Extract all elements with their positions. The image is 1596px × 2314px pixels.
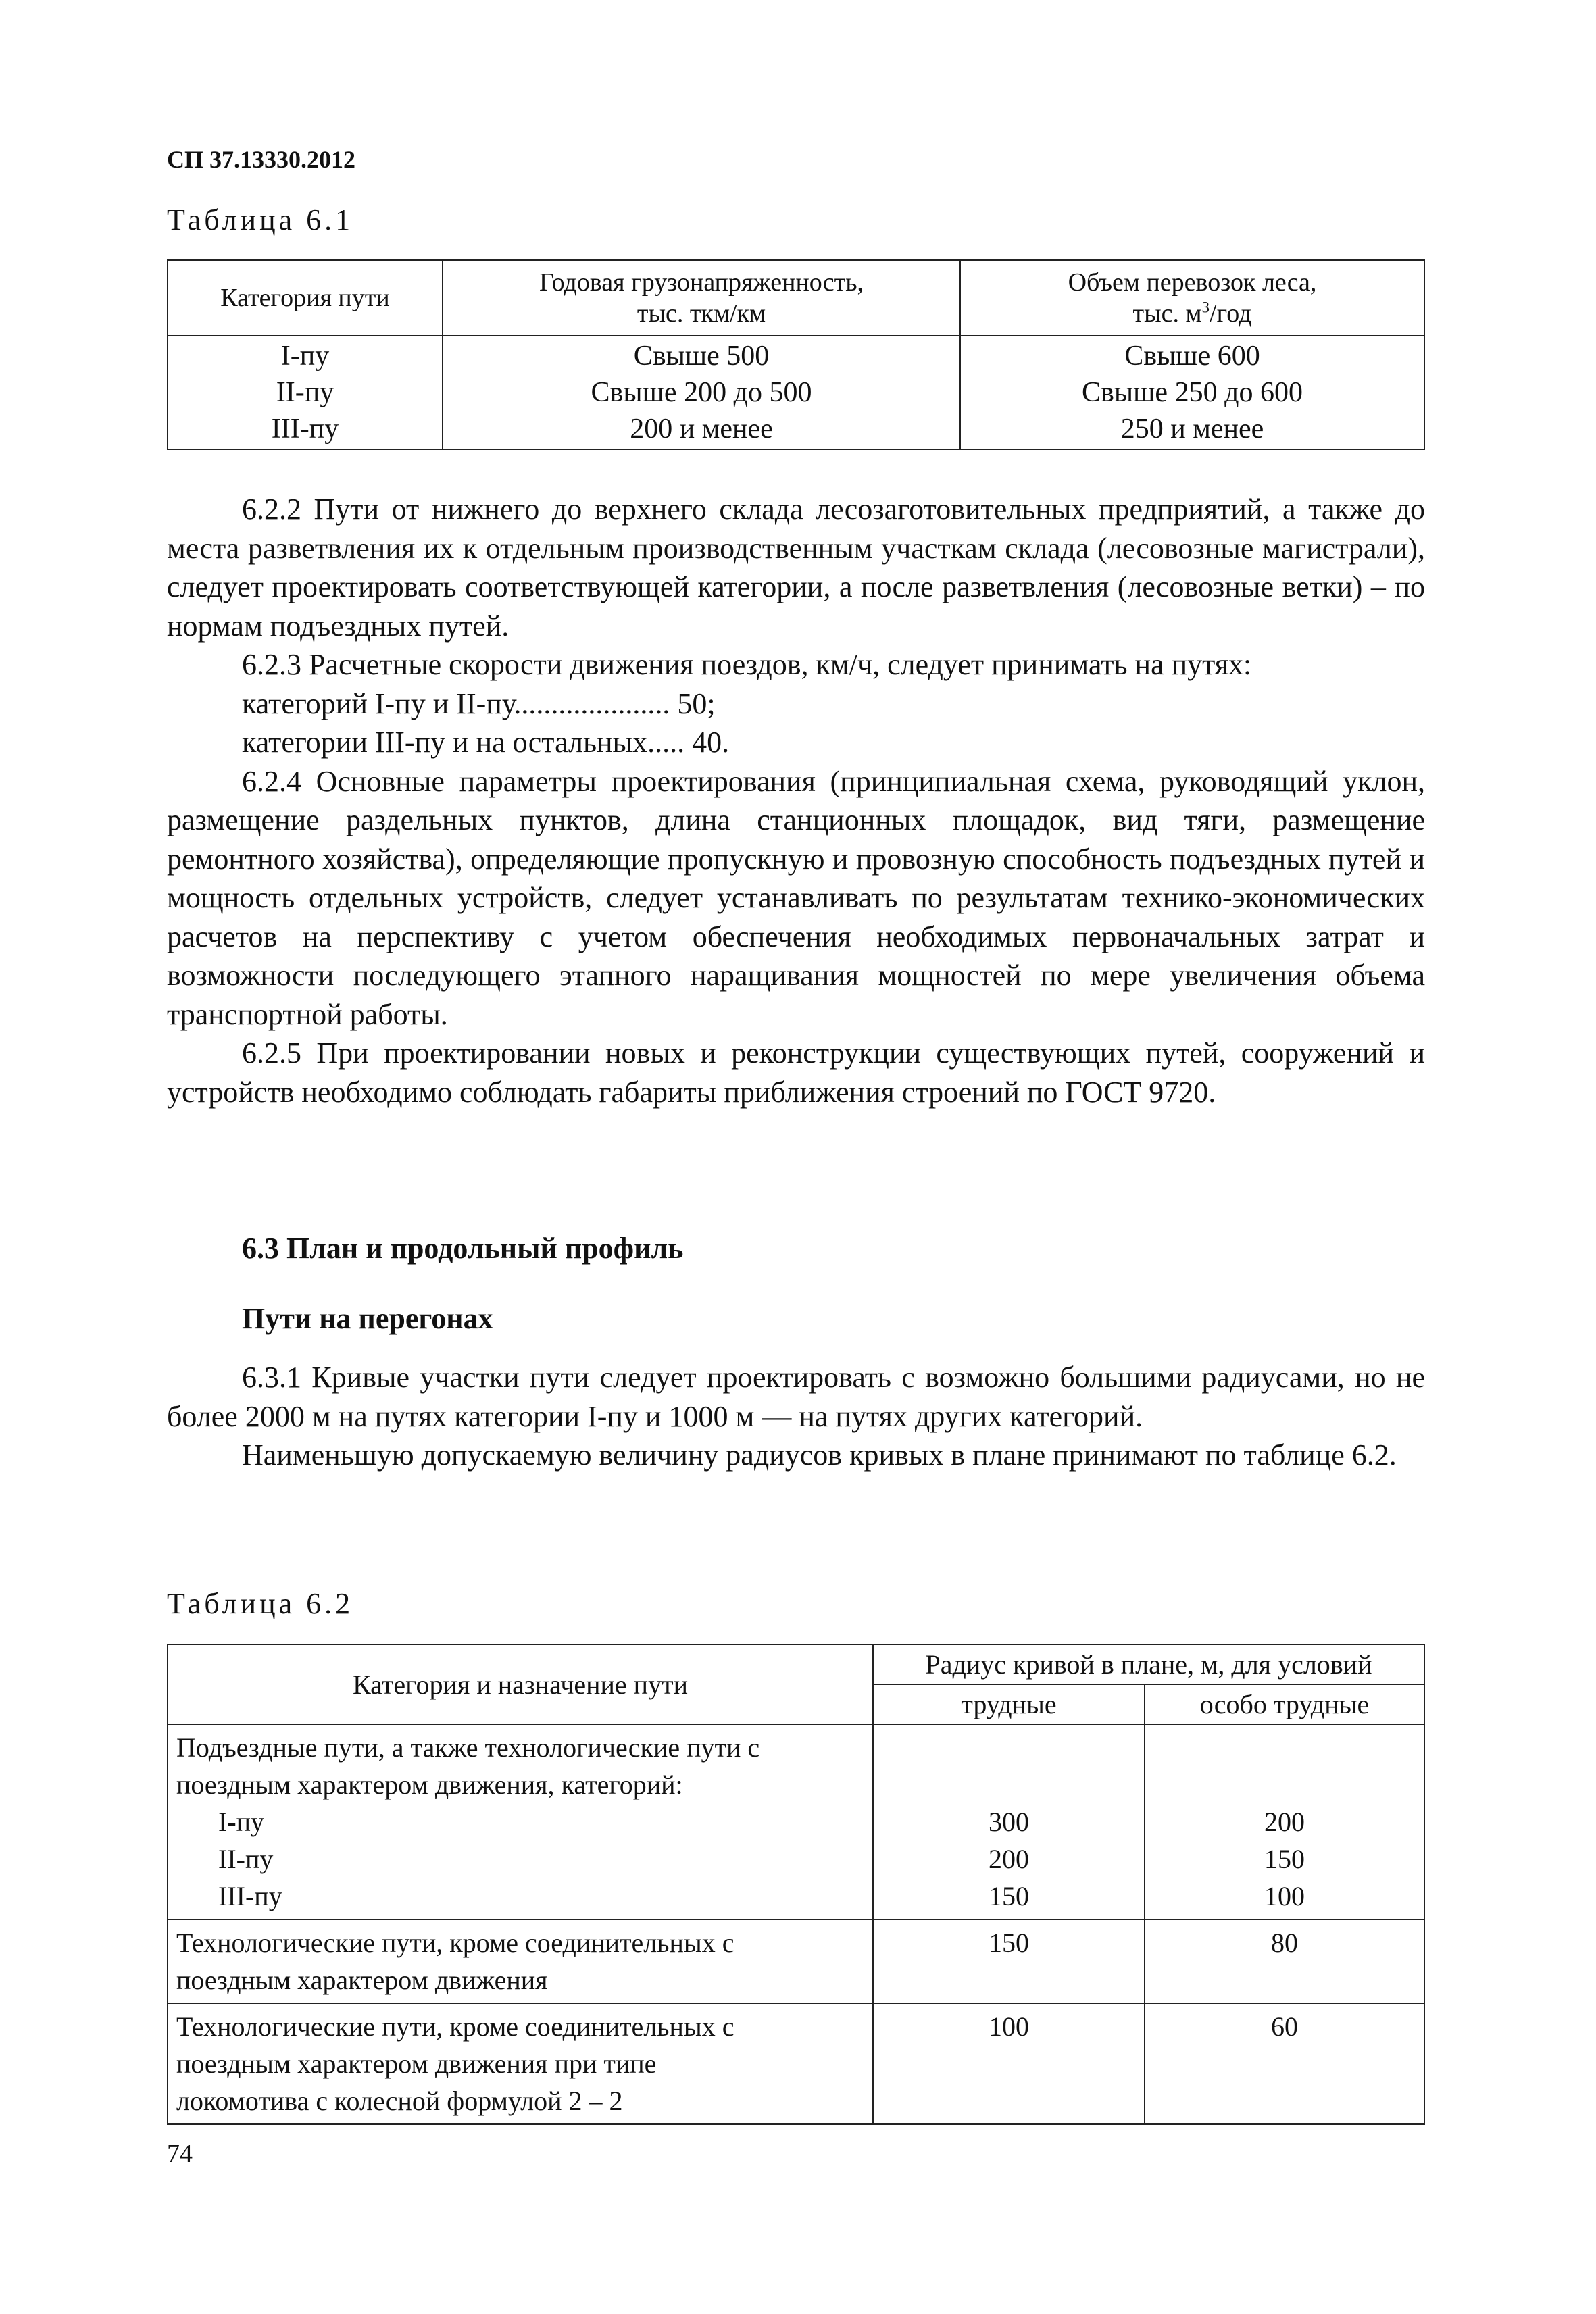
- paragraph-6-2-3-line-a: категорий I-пу и II-пу..................... 50;: [242, 686, 716, 720]
- row1-hard: [873, 1724, 1145, 1919]
- header-volume-exponent: 3: [1201, 299, 1210, 316]
- table-6-1-title: Таблица 6.1: [167, 203, 354, 236]
- row3-hard: 100: [873, 2003, 1145, 2124]
- row1-hard-1: 300: [989, 1807, 1029, 1837]
- table-6-2-title: Таблица 6.2: [167, 1587, 354, 1620]
- paragraph-6-2-3-line-b: категории III-пу и на остальных..... 40.: [242, 726, 730, 759]
- table-6-1: [167, 259, 1425, 450]
- section-6-2-text: [167, 490, 1425, 1111]
- table-6-2-header-row-1: [168, 1644, 1424, 1684]
- row2-description: [168, 1919, 873, 2003]
- header-category-text: Категория пути: [220, 284, 390, 312]
- row3-text-line1: Технологические пути, кроме соединительных с: [176, 2011, 734, 2042]
- row1-cat-3: III-пу: [218, 1881, 282, 1911]
- subsection-heading-peregon: Пути на перегонах: [242, 1302, 493, 1335]
- row2-hard: 150: [873, 1919, 1145, 2003]
- header-load-line2: тыс. ткм/км: [637, 299, 766, 328]
- paragraph-6-2-3: 6.2.3 Расчетные скорости движения поездов, км/ч, следует принимать на путях:: [242, 648, 1252, 681]
- row1-very-hard-2: 150: [1264, 1844, 1305, 1874]
- header-hard: трудные: [873, 1684, 1145, 1724]
- table-6-2-row-2: [168, 1919, 1424, 2003]
- col-category: [168, 336, 443, 449]
- cell-volume-1: Свыше 600: [1124, 341, 1260, 372]
- row3-text-line2: поездным характером движения при типе: [176, 2048, 657, 2079]
- header-category: [168, 260, 443, 336]
- row1-text-line2: поездным характером движения, категорий:: [176, 1769, 683, 1800]
- row1-description: [168, 1724, 873, 1919]
- row3-text-line3: локомотива с колесной формулой 2 – 2: [176, 2086, 623, 2116]
- document-code: СП 37.13330.2012: [167, 146, 355, 173]
- row1-very-hard-3: 100: [1264, 1881, 1305, 1911]
- paragraph-6-3-1-b: Наименьшую допускаемую величину радиусов кривых в плане принимают по таблице 6.2.: [242, 1438, 1397, 1472]
- row2-text-line2: поездным характером движения: [176, 1965, 548, 1995]
- cell-load-2: Свыше 200 до 500: [591, 377, 812, 408]
- paragraph-6-3-1: 6.3.1 Кривые участки пути следует проектировать с возможно большими радиусами, но не более 2000 м на путях категории I-пу и 1000 м — на путях других категорий.: [167, 1361, 1425, 1433]
- header-category-purpose: Категория и назначение пути: [168, 1644, 873, 1724]
- table-6-2-row-3: [168, 2003, 1424, 2124]
- row1-cat-2: II-пу: [218, 1844, 274, 1874]
- col-load: [443, 336, 960, 449]
- header-load: [443, 260, 960, 336]
- section-6-3-heading: 6.3 План и продольный профиль: [242, 1232, 684, 1265]
- header-volume-line1: Объем перевозок леса,: [1068, 268, 1317, 297]
- section-6-3-text: [167, 1358, 1425, 1475]
- header-load-line1: Годовая грузонапряженность,: [539, 268, 864, 297]
- table-6-2-row-1: [168, 1724, 1424, 1919]
- row1-text-line1: Подъездные пути, а также технологические пути с: [176, 1732, 760, 1763]
- table-6-1-header-row: [168, 260, 1424, 336]
- paragraph-6-2-2: 6.2.2 Пути от нижнего до верхнего склада лесозаготовительных предприятий, а также до места разветвления их к отдельным производственным участкам склада (лесовозные магистрали), следует проектировать соответствующей категории, а после разветвления (лесовозные ветки) – по нормам подъездных путей.: [167, 493, 1425, 643]
- row1-cat-1: I-пу: [218, 1807, 265, 1837]
- paragraph-6-2-4: 6.2.4 Основные параметры проектирования (принципиальная схема, руководящий уклон, размещение раздельных пунктов, длина станционных площадок, вид тяги, размещение ремонтного хозяйства), определяющие пропускную и провозную способность подъездных путей и мощность отдельных устройств, следует устанавливать по результатам технико-экономических расчетов на перспективу с учетом обеспечения необходимых первоначальных затрат и возможности последующего этапного наращивания мощностей по мере увеличения объема транспортной работы.: [167, 764, 1425, 1031]
- table-6-2: [167, 1644, 1425, 2125]
- header-volume: [960, 260, 1424, 336]
- row1-hard-3: 150: [989, 1881, 1029, 1911]
- header-very-hard: особо трудные: [1145, 1684, 1424, 1724]
- row1-very-hard-1: 200: [1264, 1807, 1305, 1837]
- page-number: 74: [167, 2140, 193, 2168]
- cell-category-3: III-пу: [271, 413, 339, 445]
- header-volume-unit: тыс. м: [1132, 299, 1202, 328]
- row1-hard-2: 200: [989, 1844, 1029, 1874]
- cell-load-3: 200 и менее: [630, 413, 773, 445]
- cell-category-2: II-пу: [276, 377, 334, 408]
- row1-very-hard: [1145, 1724, 1424, 1919]
- header-radius: Радиус кривой в плане, м, для условий: [873, 1644, 1424, 1684]
- cell-volume-2: Свыше 250 до 600: [1082, 377, 1303, 408]
- cell-load-1: Свыше 500: [633, 341, 770, 372]
- row3-description: [168, 2003, 873, 2124]
- cell-volume-3: 250 и менее: [1120, 413, 1264, 445]
- row2-text-line1: Технологические пути, кроме соединительных с: [176, 1928, 734, 1958]
- cell-category-1: I-пу: [280, 341, 330, 372]
- row2-very-hard: 80: [1145, 1919, 1424, 2003]
- paragraph-6-2-5: 6.2.5 При проектировании новых и реконструкции существующих путей, сооружений и устройств необходимо соблюдать габариты приближения строений по ГОСТ 9720.: [167, 1036, 1425, 1109]
- header-volume-per-year: /год: [1210, 299, 1252, 328]
- col-volume: [960, 336, 1424, 449]
- row3-very-hard: 60: [1145, 2003, 1424, 2124]
- table-6-1-body-row: [168, 336, 1424, 449]
